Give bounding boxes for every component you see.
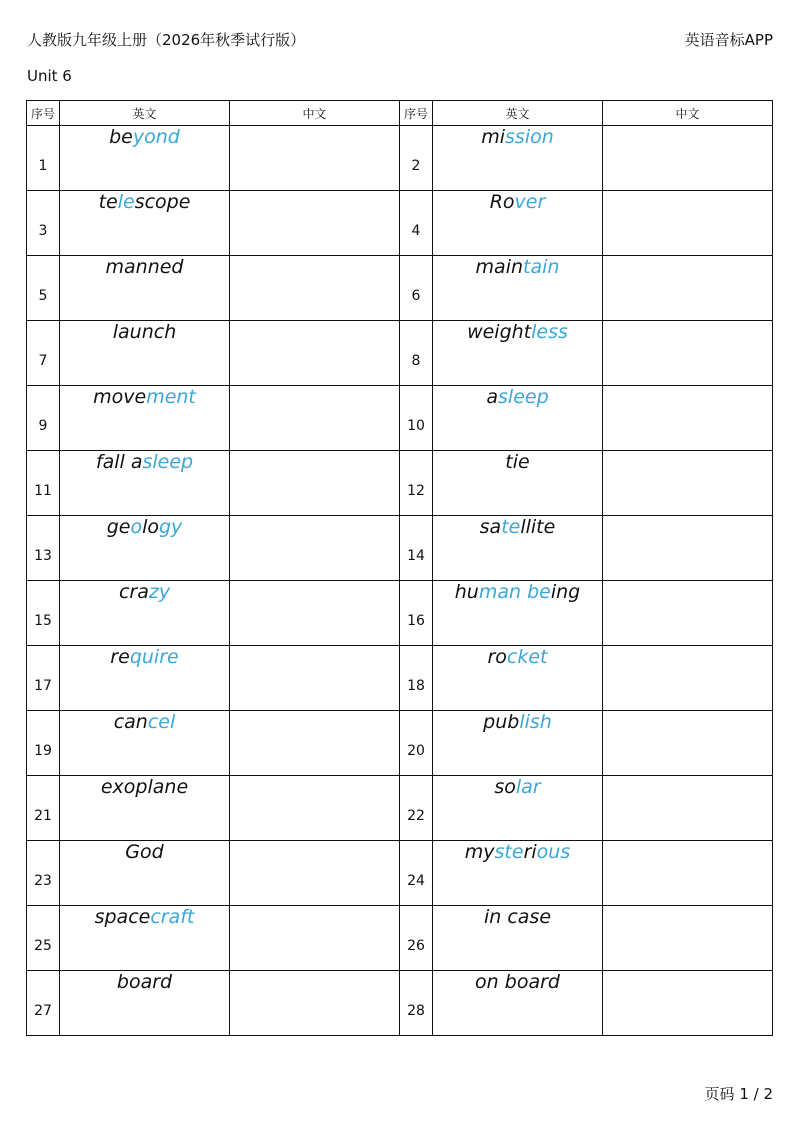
table-row [27,516,773,581]
word-segment-highlighted: ous [536,841,571,863]
entry-number-left [27,646,60,711]
english-word-right [433,191,603,256]
english-word-right [433,256,603,321]
english-word-left [60,516,230,581]
english-word-left [60,321,230,386]
entry-number-text: 7 [38,353,48,369]
entry-number-text: 25 [34,938,52,954]
header-english-right: 英文 [433,101,603,126]
table-row [27,711,773,776]
table-row [27,386,773,451]
entry-number-left [27,451,60,516]
word-segment-highlighted: lish [519,711,552,733]
word-segment-highlighted: y [132,126,145,148]
word-segment: pub [483,711,520,733]
word-segment-highlighted: te [501,516,521,538]
entry-number-text: 10 [407,418,425,434]
vocabulary-table [26,100,773,1036]
chinese-blank-left [230,126,400,191]
word-segment: te [98,191,118,213]
table-row [27,906,773,971]
english-word-left [60,776,230,841]
word-segment: launch [112,321,177,343]
entry-number-right [400,646,433,711]
word-segment: sa [479,516,502,538]
word-segment: re [110,646,130,668]
entry-number-text: 11 [34,483,52,499]
word-segment: llite [520,516,556,538]
english-word-left [60,581,230,646]
word-segment: my [464,841,495,863]
entry-number-text: 26 [407,938,425,954]
chinese-blank-left [230,906,400,971]
chinese-blank-right [603,906,773,971]
word-segment-highlighted: sleep [142,451,194,473]
chinese-blank-right [603,386,773,451]
header-english-left: 英文 [60,101,230,126]
entry-number-text: 24 [407,873,425,889]
word-segment-highlighted: gy [158,516,183,538]
entry-number-right [400,581,433,646]
word-segment-highlighted: ssion [505,126,554,148]
word-segment: Ro [489,191,515,213]
word-segment-highlighted: sleep [498,386,549,408]
english-word-right [433,386,603,451]
word-segment: ing [550,581,581,603]
entry-number-text: 5 [38,288,48,304]
chinese-blank-left [230,646,400,711]
word-segment-highlighted: o [130,516,143,538]
header-number-left: 序号 [27,101,60,126]
english-word-right [433,776,603,841]
chinese-blank-left [230,386,400,451]
word-segment: scope [134,191,191,213]
entry-number-left [27,386,60,451]
header-number-right: 序号 [400,101,433,126]
chinese-blank-right [603,971,773,1036]
english-word-right [433,126,603,191]
entry-number-left [27,971,60,1036]
english-word-right [433,451,603,516]
english-word-left [60,711,230,776]
english-word-right [433,646,603,711]
word-segment-highlighted: ment [146,386,196,408]
word-segment-highlighted: cket [506,646,548,668]
english-word-left [60,906,230,971]
entry-number-right [400,256,433,321]
word-segment: board [116,971,173,993]
entry-number-left [27,711,60,776]
entry-number-text: 27 [34,1003,52,1019]
entry-number-right [400,776,433,841]
chinese-blank-right [603,256,773,321]
chinese-blank-right [603,126,773,191]
word-segment: manned [105,256,184,278]
page-number: 页码 1 / 2 [704,1085,773,1103]
chinese-blank-right [603,711,773,776]
english-word-left [60,256,230,321]
entry-number-left [27,581,60,646]
unit-label: Unit 6 [27,67,72,85]
entry-number-right [400,841,433,906]
entry-number-left [27,906,60,971]
chinese-blank-left [230,451,400,516]
table-row [27,776,773,841]
word-segment: be [109,126,133,148]
chinese-blank-right [603,841,773,906]
word-segment-highlighted: ste [494,841,524,863]
entry-number-text: 21 [34,808,52,824]
word-segment-highlighted: zy [148,581,171,603]
word-segment: hu [454,581,479,603]
document-title: 人教版九年级上册（2026年秋季试行版） [27,31,306,49]
entry-number-left [27,126,60,191]
word-segment: in case [483,906,552,928]
word-segment-highlighted: lar [515,776,541,798]
entry-number-text: 8 [411,353,421,369]
word-segment: tie [505,451,530,473]
english-word-left [60,191,230,256]
chinese-blank-left [230,841,400,906]
english-word-right [433,971,603,1036]
entry-number-text: 2 [411,158,421,174]
entry-number-text: 9 [38,418,48,434]
entry-number-right [400,191,433,256]
entry-number-left [27,841,60,906]
english-word-right [433,841,603,906]
word-segment-highlighted: cel [147,711,176,733]
chinese-blank-left [230,971,400,1036]
word-segment: mi [481,126,506,148]
entry-number-text: 4 [411,223,421,239]
english-word-right [433,711,603,776]
entry-number-right [400,126,433,191]
entry-number-text: 14 [407,548,425,564]
word-segment-highlighted: be [527,581,551,603]
english-word-left [60,451,230,516]
header-chinese-right: 中文 [603,101,773,126]
entry-number-right [400,711,433,776]
app-name: 英语音标APP [684,31,773,49]
chinese-blank-left [230,321,400,386]
word-segment: lo [142,516,159,538]
entry-number-right [400,516,433,581]
chinese-blank-left [230,516,400,581]
chinese-blank-left [230,776,400,841]
entry-number-text: 17 [34,678,52,694]
english-word-right [433,906,603,971]
word-segment: ge [106,516,131,538]
word-segment-highlighted: craft [150,906,195,928]
entry-number-text: 22 [407,808,425,824]
entry-number-text: 16 [407,613,425,629]
entry-number-text: 19 [34,743,52,759]
chinese-blank-left [230,191,400,256]
entry-number-text: 1 [38,158,48,174]
word-segment-highlighted: ver [514,191,546,213]
table-row [27,126,773,191]
table-row [27,451,773,516]
chinese-blank-right [603,776,773,841]
word-segment-highlighted: quire [129,646,179,668]
chinese-blank-right [603,191,773,256]
entry-number-right [400,971,433,1036]
entry-number-right [400,451,433,516]
english-word-left [60,646,230,711]
chinese-blank-right [603,516,773,581]
word-segment-highlighted: less [531,321,568,343]
entry-number-text: 23 [34,873,52,889]
table-row [27,841,773,906]
entry-number-text: 18 [407,678,425,694]
english-word-left [60,386,230,451]
entry-number-text: 12 [407,483,425,499]
word-segment: exoplane [100,776,189,798]
english-word-right [433,516,603,581]
word-segment: God [125,841,164,863]
chinese-blank-right [603,646,773,711]
entry-number-left [27,516,60,581]
entry-number-right [400,386,433,451]
word-segment: cra [118,581,149,603]
word-segment-highlighted: le [117,191,135,213]
english-word-left [60,126,230,191]
chinese-blank-right [603,451,773,516]
english-word-left [60,971,230,1036]
english-word-right [433,321,603,386]
english-word-left [60,841,230,906]
entry-number-left [27,321,60,386]
word-segment: ro [487,646,507,668]
word-segment: space [94,906,151,928]
word-segment: so [494,776,516,798]
chinese-blank-left [230,711,400,776]
word-segment-highlighted: ond [144,126,180,148]
entry-number-left [27,191,60,256]
table-row [27,191,773,256]
entry-number-left [27,256,60,321]
chinese-blank-right [603,581,773,646]
entry-number-text: 28 [407,1003,425,1019]
table-row [27,321,773,386]
table-row [27,256,773,321]
entry-number-text: 6 [411,288,421,304]
word-segment: a [486,386,499,408]
word-segment-highlighted: man [478,581,522,603]
entry-number-right [400,321,433,386]
table-row [27,971,773,1036]
entry-number-text: 15 [34,613,52,629]
word-segment: on board [475,971,560,993]
entry-number-text: 3 [38,223,48,239]
table-row [27,581,773,646]
entry-number-left [27,776,60,841]
chinese-blank-left [230,581,400,646]
chinese-blank-left [230,256,400,321]
english-word-right [433,581,603,646]
chinese-blank-right [603,321,773,386]
entry-number-text: 20 [407,743,425,759]
entry-number-text: 13 [34,548,52,564]
word-segment: ri [523,841,537,863]
table-row [27,646,773,711]
header-chinese-left: 中文 [230,101,400,126]
entry-number-right [400,906,433,971]
word-segment-highlighted: tain [523,256,560,278]
word-segment: move [93,386,147,408]
word-segment: fall a [95,451,143,473]
word-segment: main [475,256,524,278]
word-segment: weight [467,321,532,343]
table-header-row [27,101,773,126]
word-segment: can [113,711,148,733]
